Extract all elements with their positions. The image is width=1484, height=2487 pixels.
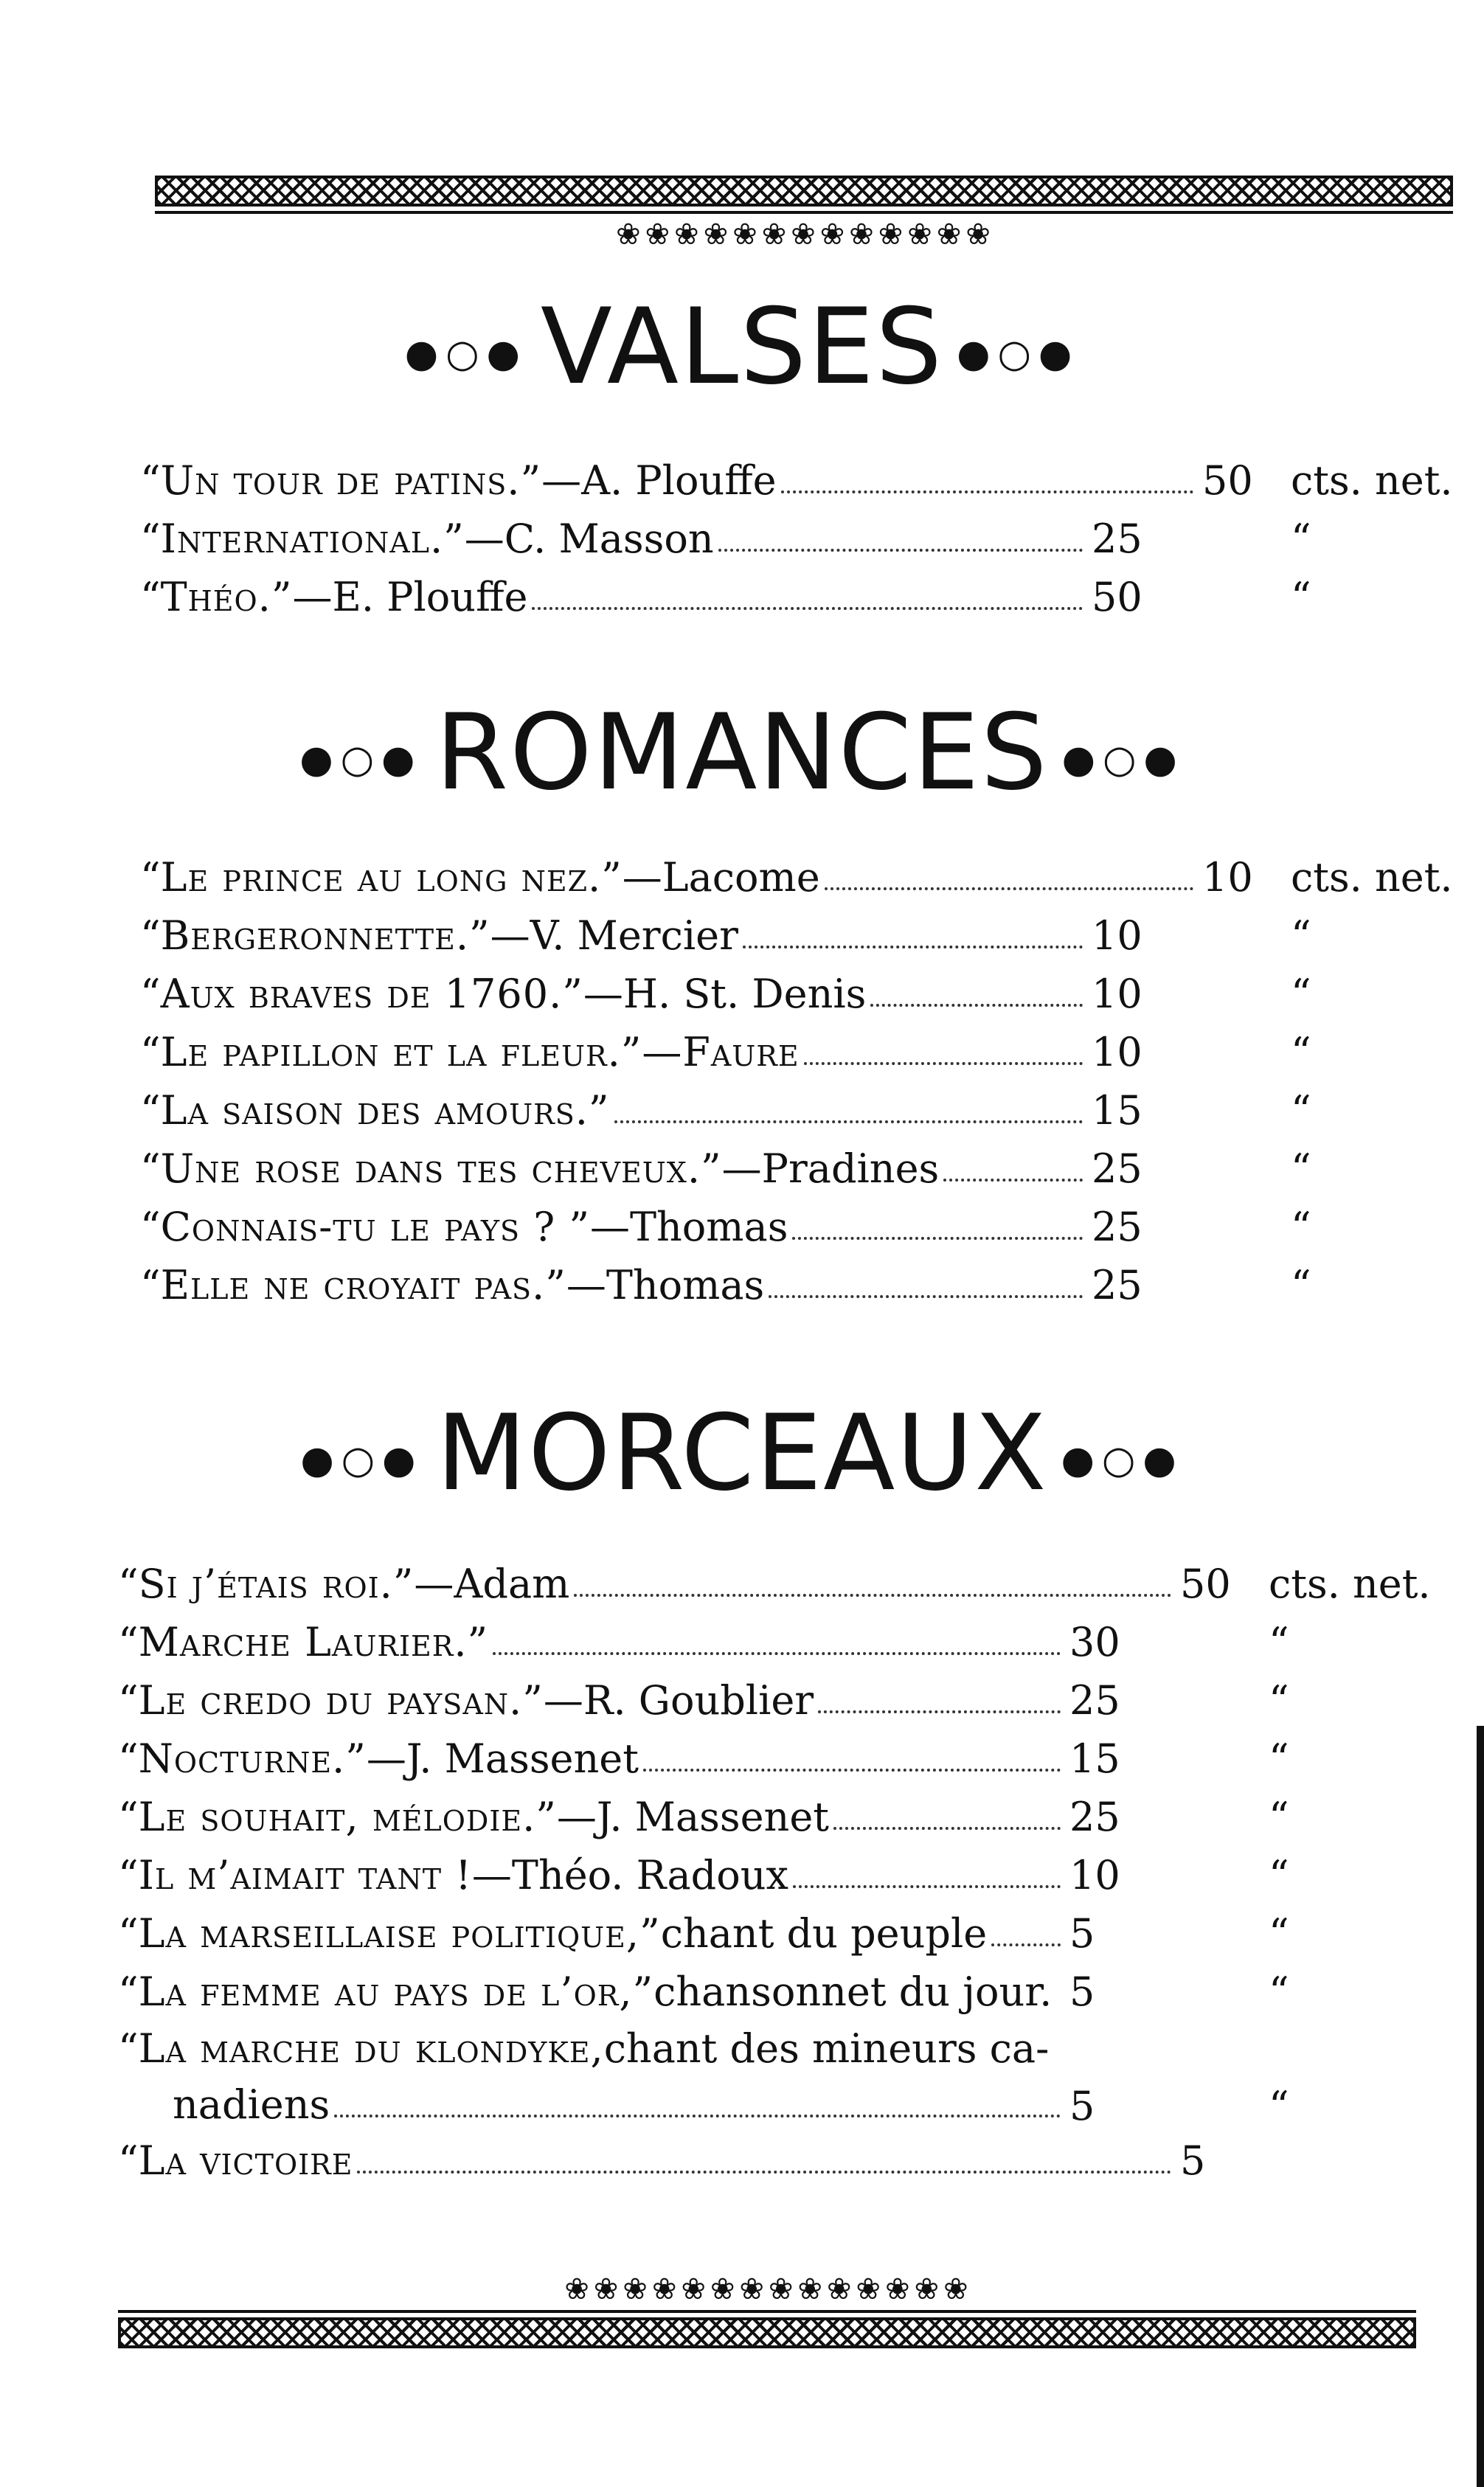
list-item: [118, 1846, 1460, 1904]
open-quote: “: [118, 1969, 139, 2015]
open-quote: “: [118, 1910, 139, 1957]
open-quote: “: [118, 1735, 139, 1782]
piece-title: Bergeronnette.”: [160, 912, 490, 959]
piece-price: 5: [1069, 2083, 1095, 2129]
price-unit: “: [1269, 1794, 1289, 1840]
piece-title: Nocturne.”: [138, 1735, 367, 1782]
fan-ornament: ❀: [645, 218, 672, 252]
piece-author: —R. Goublier: [543, 1677, 814, 1724]
open-quote: “: [118, 1794, 139, 1840]
price-unit: “: [1269, 1910, 1289, 1957]
dot-leader: [793, 1885, 1061, 1888]
piece-title: Un tour de patins.”: [160, 457, 542, 504]
fan-ornament: ❀: [623, 2272, 649, 2306]
piece-author: —Thomas: [566, 1262, 765, 1308]
fan-ornament: ❀: [965, 218, 992, 252]
morceaux-list: [118, 1555, 1460, 2190]
fan-ornament: ❀: [674, 218, 701, 252]
piece-title: Une rose dans tes cheveux.”: [160, 1145, 722, 1192]
open-quote: “: [140, 1204, 161, 1250]
piece-price: 50: [1180, 1561, 1231, 1607]
list-item: [140, 906, 1483, 965]
top-fan-row: [155, 218, 1453, 251]
price-unit: cts. net.: [1269, 1561, 1431, 1607]
list-item: [118, 2132, 1460, 2190]
piece-price: 50: [1202, 457, 1253, 504]
fan-ornament: ❀: [616, 218, 642, 252]
list-item: [140, 568, 1483, 626]
open-quote: “: [140, 457, 161, 504]
price-unit: “: [1269, 1969, 1289, 2015]
fan-ornament: ❀: [564, 2272, 591, 2306]
dot-ornament-right: ●○●: [957, 331, 1080, 376]
price-unit: cts. net.: [1291, 854, 1453, 901]
price-unit: “: [1291, 574, 1311, 620]
fan-ornament: ❀: [914, 2272, 941, 2306]
piece-author: —Théo. Radoux: [471, 1852, 788, 1898]
section-heading: VALSES: [540, 286, 944, 408]
price-unit: “: [1291, 912, 1311, 959]
piece-title: La femme au pays de l’or,”: [138, 1969, 654, 2015]
dot-leader: [357, 2171, 1171, 2174]
fan-ornament: ❀: [761, 218, 788, 252]
open-quote: “: [118, 1677, 139, 1724]
piece-price: 15: [1069, 1735, 1120, 1782]
price-unit: “: [1291, 1262, 1311, 1308]
fan-ornament: ❀: [849, 218, 876, 252]
list-item: [140, 965, 1483, 1023]
list-item: [118, 1904, 1460, 1963]
piece-price: 30: [1069, 1619, 1120, 1665]
open-quote: “: [140, 1262, 161, 1308]
fan-ornament: ❀: [878, 218, 905, 252]
list-item: [140, 1198, 1483, 1256]
fan-ornament: ❀: [943, 2272, 970, 2306]
piece-price: 10: [1092, 912, 1143, 959]
open-quote: “: [140, 971, 161, 1017]
dot-leader: [804, 1062, 1083, 1065]
piece-price: 10: [1202, 854, 1253, 901]
piece-price: 5: [1069, 1969, 1095, 2015]
top-ornament-border: [155, 176, 1453, 251]
section-heading: MORCEAUX: [436, 1392, 1048, 1514]
wrapped-line: [118, 2077, 1069, 2133]
piece-price: 25: [1092, 1204, 1143, 1250]
section-title-romances: [0, 692, 1484, 814]
dot-ornament-left: ●○●: [299, 737, 423, 782]
piece-price: 50: [1092, 574, 1143, 620]
piece-author-continued: nadiens: [173, 2081, 330, 2128]
piece-author: —A. Plouffe: [541, 457, 777, 504]
dot-leader: [718, 549, 1083, 552]
piece-title: Aux braves de 1760.”: [160, 971, 583, 1017]
piece-title: Connais-tu le pays ? ”: [160, 1204, 590, 1250]
dot-leader: [493, 1652, 1061, 1655]
piece-author: —J. Massenet: [556, 1794, 829, 1840]
fan-ornament: ❀: [651, 2272, 679, 2306]
piece-title: Le prince au long nez.”: [160, 854, 623, 901]
piece-title: Le papillon et la fleur.”: [160, 1029, 642, 1075]
piece-title: Si j’étais roi.”: [138, 1561, 415, 1607]
fan-ornament: ❀: [827, 2272, 853, 2306]
fan-ornament: ❀: [856, 2272, 883, 2306]
price-unit: “: [1269, 2083, 1289, 2129]
price-unit: “: [1291, 1029, 1311, 1075]
dot-ornament-left: ●○●: [404, 331, 527, 376]
list-item: [118, 1788, 1460, 1846]
dot-leader: [614, 1120, 1083, 1123]
fan-ornament: ❀: [739, 2272, 766, 2306]
dot-ornament-right: ●○●: [1061, 1437, 1184, 1482]
open-quote: “: [118, 2137, 139, 2184]
list-item: [140, 1081, 1483, 1140]
piece-title: International.”: [160, 516, 465, 562]
price-unit: “: [1291, 516, 1311, 562]
list-item: [140, 1023, 1483, 1081]
open-quote: “: [140, 516, 161, 562]
price-unit: “: [1291, 1204, 1311, 1250]
price-unit: “: [1291, 971, 1311, 1017]
piece-title: La victoire: [138, 2137, 353, 2184]
piece-author: —Faure: [642, 1029, 800, 1075]
piece-author: —Thomas: [589, 1204, 788, 1250]
piece-title: La marseillaise politique,”: [138, 1910, 661, 1957]
fan-ornament: ❀: [819, 218, 847, 252]
top-ornament-band: [155, 176, 1453, 207]
dot-leader: [1056, 2002, 1061, 2005]
list-item: [118, 1671, 1460, 1730]
open-quote: “: [118, 1619, 139, 1665]
piece-title: Il m’aimait tant !: [138, 1852, 472, 1898]
bottom-ornament-border: [118, 2273, 1416, 2348]
list-item: [140, 510, 1483, 568]
piece-price: 10: [1092, 971, 1143, 1017]
section-heading: ROMANCES: [435, 692, 1049, 814]
piece-title: Le credo du paysan.”: [138, 1677, 544, 1724]
piece-author: chant du peuple: [660, 1910, 988, 1957]
piece-price: 25: [1092, 516, 1143, 562]
price-unit: “: [1269, 1677, 1289, 1724]
piece-title: Elle ne croyait pas.”: [160, 1262, 566, 1308]
dot-leader: [825, 887, 1193, 890]
fan-ornament: ❀: [936, 218, 963, 252]
price-unit: “: [1269, 1852, 1289, 1898]
piece-author: —C. Masson: [464, 516, 714, 562]
fan-ornament: ❀: [797, 2272, 825, 2306]
piece-price: 5: [1180, 2137, 1206, 2184]
piece-author: —V. Mercier: [490, 912, 738, 959]
dot-leader: [743, 946, 1083, 948]
open-quote: “: [118, 2025, 139, 2072]
top-ornament-rule: [155, 211, 1453, 214]
dot-ornament-left: ●○●: [300, 1437, 423, 1482]
fan-ornament: ❀: [769, 2272, 795, 2306]
section-title-morceaux: [0, 1392, 1484, 1514]
price-unit: “: [1291, 1087, 1311, 1134]
dot-leader: [792, 1237, 1083, 1240]
valses-list: [140, 451, 1483, 626]
piece-author: chansonnet du jour.: [653, 1969, 1053, 2015]
piece-author: —Adam: [414, 1561, 570, 1607]
dot-leader: [643, 1769, 1061, 1772]
dot-leader: [769, 1295, 1083, 1298]
fan-ornament: ❀: [791, 218, 817, 252]
bottom-fan-row: [118, 2273, 1416, 2306]
piece-author: —E. Plouffe: [292, 574, 528, 620]
list-item: [118, 1963, 1460, 2021]
page-edge-shadow: [1477, 1726, 1484, 2487]
piece-price: 25: [1092, 1262, 1143, 1308]
dot-leader: [574, 1594, 1171, 1597]
open-quote: “: [140, 1029, 161, 1075]
piece-author: —J. Massenet: [366, 1735, 639, 1782]
wrapped-price-cell: [1069, 2021, 1460, 2135]
dot-leader: [870, 1004, 1083, 1007]
open-quote: “: [140, 574, 161, 620]
dot-leader: [781, 490, 1193, 493]
piece-title: La saison des amours.”: [160, 1087, 610, 1134]
price-unit: “: [1291, 1145, 1311, 1192]
romances-list: [140, 848, 1483, 1314]
dot-ornament-right: ●○●: [1061, 737, 1185, 782]
open-quote: “: [140, 1087, 161, 1134]
bottom-ornament-rule: [118, 2310, 1416, 2313]
piece-price: 25: [1069, 1794, 1120, 1840]
fan-ornament: ❀: [732, 218, 759, 252]
piece-price: 25: [1069, 1677, 1120, 1724]
fan-ornament: ❀: [710, 2272, 737, 2306]
open-quote: “: [140, 912, 161, 959]
dot-leader: [943, 1179, 1083, 1182]
dot-leader: [991, 1943, 1061, 1946]
piece-price: 10: [1069, 1852, 1120, 1898]
open-quote: “: [118, 1852, 139, 1898]
price-unit: “: [1269, 1619, 1289, 1665]
section-title-valses: [0, 286, 1484, 408]
piece-title: La marche du klondyke,: [138, 2025, 604, 2072]
list-item: [140, 848, 1483, 906]
price-unit: cts. net.: [1291, 457, 1453, 504]
piece-price: 5: [1069, 1910, 1095, 1957]
dot-leader: [833, 1827, 1061, 1830]
list-item: [118, 1730, 1460, 1788]
piece-author: —H. St. Denis: [583, 971, 867, 1017]
piece-price: 25: [1092, 1145, 1143, 1192]
list-item: [118, 2021, 1460, 2132]
list-item: [118, 1555, 1460, 1613]
dot-leader: [334, 2115, 1061, 2117]
fan-ornament: ❀: [681, 2272, 707, 2306]
piece-price: 10: [1092, 1029, 1143, 1075]
piece-price: 15: [1092, 1087, 1143, 1134]
open-quote: “: [118, 1561, 139, 1607]
open-quote: “: [140, 854, 161, 901]
list-item: [140, 1256, 1483, 1314]
piece-author: —Lacome: [622, 854, 820, 901]
piece-title: Théo.”: [160, 574, 293, 620]
piece-title: Le souhait, mélodie.”: [138, 1794, 557, 1840]
fan-ornament: ❀: [885, 2272, 912, 2306]
open-quote: “: [140, 1145, 161, 1192]
dot-leader: [532, 607, 1083, 610]
piece-author: —Pradines: [721, 1145, 940, 1192]
wrapped-entry: [118, 2021, 1069, 2133]
fan-ornament: ❀: [703, 218, 730, 252]
price-unit: “: [1269, 1735, 1289, 1782]
list-item: [118, 1613, 1460, 1671]
bottom-ornament-band: [118, 2317, 1416, 2348]
dot-leader: [818, 1710, 1061, 1713]
list-item: [140, 1140, 1483, 1198]
fan-ornament: ❀: [907, 218, 934, 252]
list-item: [140, 451, 1483, 510]
piece-title: Marche Laurier.”: [138, 1619, 489, 1665]
fan-ornament: ❀: [593, 2272, 620, 2306]
piece-author: chant des mineurs ca-: [603, 2025, 1050, 2072]
